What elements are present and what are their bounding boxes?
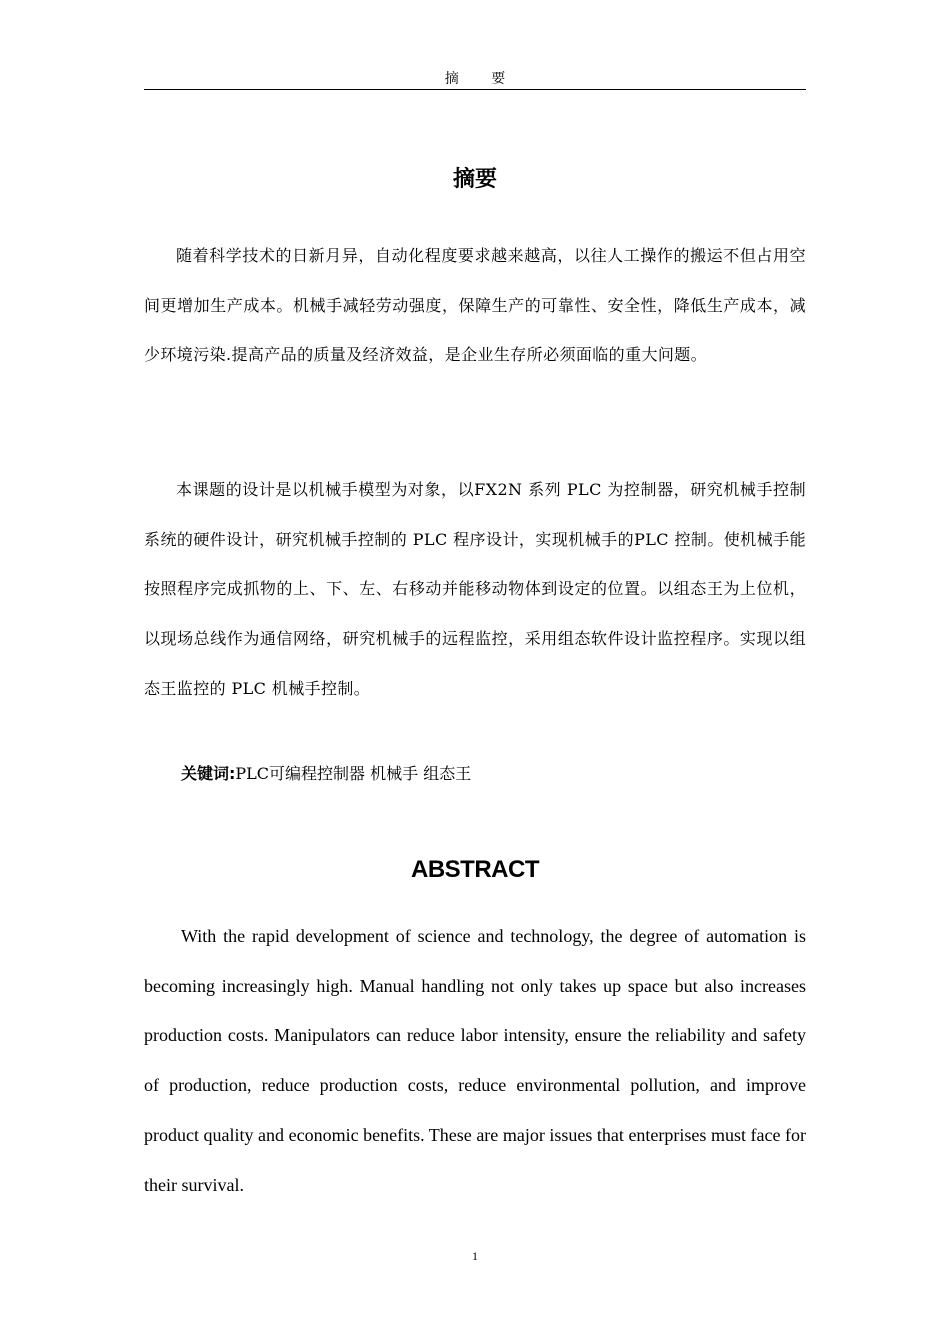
header-rule <box>144 89 806 90</box>
english-abstract-paragraph: With the rapid development of science and technology, the degree of automation is becoming increasingly high. Manual handling not only takes up space but also increases production costs. Manipulators can reduce labor intensity, ensure the reliability and safety of production, reduce production costs, reduce environmental pollution, and improve product quality and economic benefits. These are major issues that enterprises must face for their survival. <box>144 926 806 1195</box>
chinese-abstract-paragraph-1: 随着科学技术的日新月异，自动化程度要求越来越高，以往人工操作的搬运不但占用空间更增加生产成本。机械手减轻劳动强度，保障生产的可靠性、安全性，降低生产成本，减少环境污染.提高产品的质量及经济效益，是企业生存所必须面临的重大问题。 <box>144 246 806 365</box>
english-abstract-title: ABSTRACT <box>411 856 539 883</box>
running-header: 摘 要 <box>444 71 520 87</box>
keywords-line <box>181 758 471 790</box>
chinese-abstract-title: 摘要 <box>452 167 497 192</box>
keywords-value: PLC可编程控制器 机械手 组态王 <box>235 764 472 783</box>
chinese-abstract-paragraph-2: 本课题的设计是以机械手模型为对象，以FX2N 系列 PLC 为控制器，研究机械手控制系统的硬件设计，研究机械手控制的 PLC 程序设计，实现机械手的PLC 控制。使机械手能按照程序完成抓物的上、下、左、右移动并能移动物体到设定的位置。以组态王为上位机，以现场总线作为通信网络，研究机械手的远程监控，采用组态软件设计监控程序。实现以组态王监控的 PLC 机械手控制。 <box>144 480 806 698</box>
keywords-label: 关键词: <box>181 764 236 783</box>
page-number: 1 <box>472 1249 478 1263</box>
